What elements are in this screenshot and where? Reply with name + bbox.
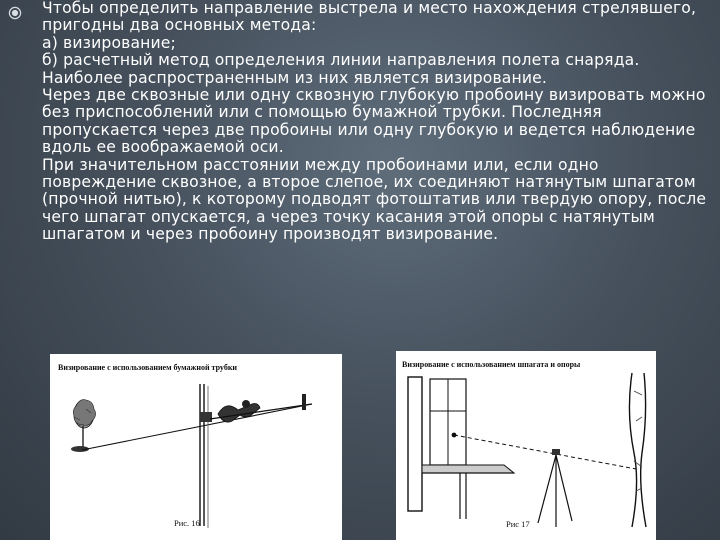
tripod-icon [538, 449, 572, 527]
figure-paper-tube [50, 354, 342, 540]
figure-caption: Рис. 16 [174, 518, 200, 528]
post-icon [200, 384, 212, 528]
tree-trunk-icon [629, 373, 646, 527]
figure-title: Визирование с использованием бумажной трубки [58, 363, 238, 372]
body-paragraph: Чтобы определить направление выстрела и место нахождения стрелявшего, пригодны два основных метода: а) визирование; б) расчетный метод определения линии направления полета снаряда. Наиболее распространенным из них является визирование. Через две сквозные или одну сквозную глубокую пробоину визировать можно без приспособлений или с помощью бумажной трубки. Последняя пропускается через две пробоины или одну глубокую и ведется наблюдение вдоль ее воображаемой оси. При значительном расстоянии между пробоинами или, если одно повреждение сквозное, а второе слепое, их соединяют натянутым шпагатом (прочной нитью), к которому подводят фотоштатив или твердую опору, после чего шпагат опускается, а через точку касания этой опоры с натянутым шпагатом и через пробоину производят визирование. [42, 0, 707, 244]
string-support-sighting-illustration [396, 351, 656, 540]
tree-icon [71, 400, 96, 452]
figure-title: Визирование с использованием шпагата и опоры [402, 360, 581, 369]
observer-icon [210, 400, 312, 422]
figure-caption: Рис 17 [506, 519, 530, 529]
window-icon [408, 377, 514, 519]
circle-bullet-icon [8, 6, 22, 20]
paper-tube-sighting-illustration [50, 354, 342, 540]
figure-string-support [396, 351, 656, 540]
